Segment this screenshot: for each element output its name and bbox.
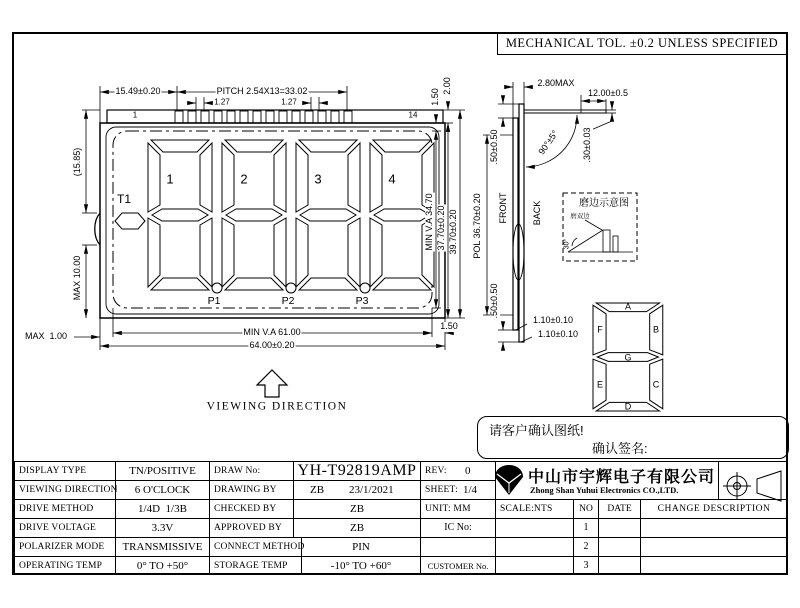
dim-glass-width: 64.00±0.20 bbox=[249, 340, 295, 351]
doc-label-storage-temp: STORAGE TEMP bbox=[209, 556, 302, 575]
blank-label-cell bbox=[420, 537, 496, 557]
tolerance-note: MECHANICAL TOL. ±0.2 UNLESS SPECIFIED bbox=[505, 36, 779, 50]
dim-inset-va: 1.50 bbox=[430, 88, 441, 106]
p2-label: P2 bbox=[281, 294, 295, 307]
spec-label-polarizer-mode: POLARIZER MODE bbox=[14, 537, 116, 557]
spec-value-drive-method: 1/4D 1/3B bbox=[115, 499, 210, 519]
doc-label-draw-no: DRAW No: bbox=[209, 461, 294, 481]
pin-number-last: 14 bbox=[408, 110, 418, 120]
dim-glass-height: 39.70±0.20 bbox=[448, 209, 459, 255]
dim-pin-angle: 90°±5° bbox=[536, 128, 561, 157]
spec-value-viewing-direction: 6 O'CLOCK bbox=[115, 480, 210, 500]
rev-date-2 bbox=[598, 537, 641, 557]
segment-f-label: F bbox=[597, 324, 603, 335]
front-glass-label: FRONT bbox=[498, 192, 509, 224]
rev-cell bbox=[420, 461, 496, 481]
rev-date-3 bbox=[598, 556, 641, 575]
dim-glass-back-thk: 1.10±0.10 bbox=[538, 329, 578, 340]
p3-label: P3 bbox=[355, 294, 369, 307]
ic-no-cell: IC No: bbox=[420, 518, 496, 538]
rev-label: REV: bbox=[425, 466, 447, 476]
back-glass-label: BACK bbox=[532, 200, 543, 226]
rev-desc-1 bbox=[640, 518, 788, 538]
rev-date-1 bbox=[598, 518, 641, 538]
sheet-cell bbox=[420, 480, 496, 500]
scale-cell: SCALE:NTS bbox=[495, 499, 574, 519]
dim-edge-right: 1.50 bbox=[440, 321, 458, 332]
doc-value-storage-temp: -10° TO +60° bbox=[301, 556, 421, 575]
sheet-label: SHEET: bbox=[425, 485, 458, 495]
tolerance-note-box bbox=[497, 33, 787, 55]
dim-gap-left: 1.27 bbox=[214, 97, 230, 107]
dim-gap-right: 1.27 bbox=[281, 97, 297, 107]
change-description-header-cell: CHANGE DESCRIPTION bbox=[640, 499, 788, 519]
p1-dot bbox=[212, 283, 222, 293]
dim-bottom-gap: .50±0.50 bbox=[489, 283, 500, 319]
segment-d-label: D bbox=[624, 401, 632, 412]
rev-row-2: 2 bbox=[573, 537, 599, 557]
spec-value-drive-voltage: 3.3V bbox=[115, 518, 210, 538]
doc-value-checked-by: ZB bbox=[293, 499, 421, 519]
dim-ref-height: (15.85) bbox=[72, 147, 83, 177]
dim-pitch: PITCH 2.54X13=33.02 bbox=[216, 86, 308, 97]
spec-value-display-type: TN/POSITIVE bbox=[115, 461, 210, 481]
confirm-line2: 确认签名: bbox=[592, 441, 648, 456]
digit-3-segments bbox=[296, 140, 360, 290]
spec-label-drive-method: DRIVE METHOD bbox=[14, 499, 116, 519]
projection-symbol-cell bbox=[718, 461, 788, 500]
doc-label-checked-by: CHECKED BY bbox=[209, 499, 294, 519]
spec-label-viewing-direction: VIEWING DIRECTION bbox=[14, 480, 116, 500]
segment-b-label: B bbox=[652, 324, 660, 335]
spec-value-polarizer-mode: TRANSMISSIVE bbox=[115, 537, 210, 557]
t1-label: T1 bbox=[116, 192, 132, 206]
rev-value: 0 bbox=[465, 465, 471, 477]
dim-max-height: MAX 10.00 bbox=[72, 255, 83, 301]
doc-label-approved-by: APPROVED BY bbox=[209, 518, 294, 538]
spec-label-display-type: DISPLAY TYPE bbox=[14, 461, 116, 481]
grind-box-note: 磨双边 bbox=[570, 212, 590, 220]
viewing-direction-label: VIEWING DIRECTION bbox=[206, 400, 348, 413]
p1-label: P1 bbox=[207, 294, 221, 307]
digit-2-label: 2 bbox=[240, 171, 248, 187]
dim-pin-thickness: .30±0.03 bbox=[582, 127, 593, 163]
dim-top-gap: .50±0.50 bbox=[489, 129, 500, 165]
drawing-by-date: 23/1/2021 bbox=[349, 484, 394, 496]
doc-value-draw-no: YH-T92819AMP bbox=[293, 461, 421, 481]
segment-a-label: A bbox=[624, 301, 632, 312]
dim-max-edge: MAX 1.00 bbox=[24, 331, 68, 342]
dim-pol-height: 37.70±0.20 bbox=[436, 205, 447, 251]
blank-value-cell bbox=[495, 537, 574, 557]
doc-value-connect-method: PIN bbox=[301, 537, 421, 557]
doc-label-drawing-by: DRAWING BY bbox=[209, 480, 294, 500]
no-header-cell: NO bbox=[573, 499, 599, 519]
viewing-direction-arrow bbox=[257, 370, 287, 397]
digit-1-label: 1 bbox=[166, 171, 174, 187]
spec-label-drive-voltage: DRIVE VOLTAGE bbox=[14, 518, 116, 538]
t1-segment bbox=[115, 213, 145, 229]
dim-total-thickness: 2.80MAX bbox=[537, 78, 575, 89]
rev-row-1: 1 bbox=[573, 518, 599, 538]
doc-label-connect-method: CONNECT METHOD bbox=[209, 537, 302, 557]
confirm-line1: 请客户确认图纸! bbox=[489, 423, 584, 438]
rev-desc-2 bbox=[640, 537, 788, 557]
segment-g-label: G bbox=[624, 352, 632, 363]
customer-no-cell: CUSTOMER No. bbox=[420, 556, 496, 575]
dim-pin-length: 12.00±0.5 bbox=[588, 88, 628, 99]
dim-pin-offset: 15.49±0.20 bbox=[115, 86, 161, 97]
ic-no-value-cell bbox=[495, 518, 574, 538]
bent-pin bbox=[524, 110, 606, 113]
grind-box-angle: 30° bbox=[563, 238, 571, 250]
drawing-by-initials: ZB bbox=[310, 484, 325, 496]
company-cell bbox=[495, 461, 719, 500]
rev-desc-3 bbox=[640, 556, 788, 575]
pin-number-first: 1 bbox=[132, 110, 138, 120]
dim-va-width: MIN V.A 61.00 bbox=[243, 327, 301, 338]
digit-4-label: 4 bbox=[388, 171, 396, 187]
digit-2-segments bbox=[222, 140, 286, 290]
dim-inset-glass: 2.00 bbox=[442, 77, 453, 95]
company-name-cn: 中山市宇辉电子有限公司 bbox=[528, 469, 716, 486]
date-header-cell: DATE bbox=[598, 499, 641, 519]
segment-e-label: E bbox=[596, 379, 604, 390]
customer-no-value-cell bbox=[495, 556, 574, 575]
front-glass bbox=[513, 118, 518, 330]
doc-value-approved-by: ZB bbox=[293, 518, 421, 538]
spec-label-operating-temp: OPERATING TEMP bbox=[14, 556, 116, 575]
p3-dot bbox=[360, 283, 370, 293]
back-glass bbox=[519, 104, 524, 342]
doc-value-drawing-by bbox=[293, 480, 421, 500]
dim-pol: POL 36.70±0.20 bbox=[472, 193, 483, 259]
spec-value-operating-temp: 0° TO +50° bbox=[115, 556, 210, 575]
confirm-box bbox=[477, 416, 789, 459]
sheet-value: 1/4 bbox=[463, 484, 478, 496]
digit-3-label: 3 bbox=[314, 171, 322, 187]
unit-cell: UNIT: MM bbox=[420, 499, 496, 519]
front-view bbox=[95, 110, 445, 318]
company-name-en: Zhong Shan Yuhui Electronics CO.,LTD. bbox=[530, 485, 679, 495]
p2-dot bbox=[286, 283, 296, 293]
dim-glass-front-thk: 1.10±0.10 bbox=[533, 315, 573, 326]
rev-row-3: 3 bbox=[573, 556, 599, 575]
dim-va-height: MIN V.A 34.70 bbox=[424, 193, 435, 251]
edge-bump bbox=[95, 213, 100, 245]
segment-c-label: C bbox=[652, 379, 660, 390]
grind-box-title: 磨边示意图 bbox=[579, 198, 629, 209]
digit-1-segments bbox=[148, 140, 212, 290]
